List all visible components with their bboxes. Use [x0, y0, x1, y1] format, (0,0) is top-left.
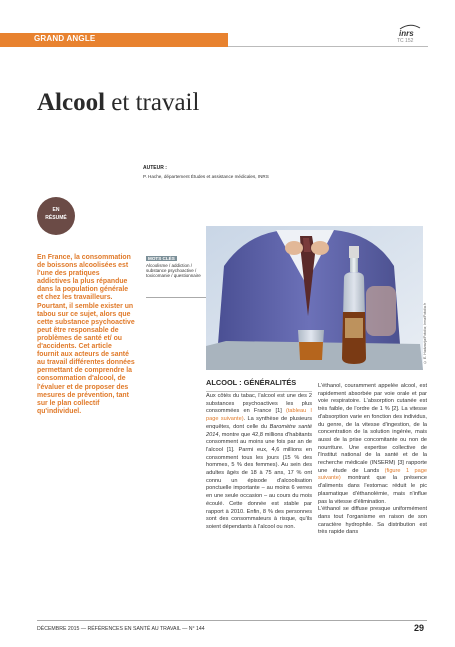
- badge-line1: EN: [52, 207, 60, 213]
- article-title: [37, 88, 199, 118]
- badge-line2: RÉSUMÉ: [45, 215, 67, 221]
- col1-text-b: . La synthèse de plusieurs enquêtes, dont celle du: [206, 416, 312, 430]
- figure-reference-link[interactable]: (figure 1 page suivante): [318, 467, 427, 482]
- table-reference-link[interactable]: (tableau I page suivante): [206, 408, 312, 423]
- author-label: AUTEUR :: [143, 165, 167, 171]
- header-rule: [228, 46, 428, 47]
- section-heading-rule: [206, 391, 312, 392]
- keywords-label: MOTS CLÉS: [148, 256, 175, 261]
- body-column-2: [318, 383, 427, 537]
- col2-paragraph-2: L'éthanol se diffuse presque uniformément dans tout l'organisme en raison de son caractère hydrophile. Sa distribution est très rapide dans: [318, 506, 427, 536]
- body-column-1: [206, 393, 312, 532]
- col2-text-b: montrant que la présence d'aliments dans l'estomac réduit le pic plasmatique d'éthanolémie, mais n'influe pas la vitesse d'élimination.: [318, 475, 427, 505]
- footer-text: DÉCEMBRE 2015 — RÉFÉRENCES EN SANTÉ AU TRAVAIL — N° 144: [37, 626, 205, 632]
- article-photo: [206, 226, 423, 370]
- col2-text-a: L'éthanol, couramment appelée alcool, est rapidement absorbée par voie orale et par voie respiratoire. L'absorption cutanée est très faible, de l'ordre de 1 % [2]. La vitesse d'absorption varie en fonction des individus, du genre, de la vitesse d'ingestion, de la concentration de la solution ingérée, mais aussi de la prise concomitante ou non de nourriture. Une expertise collective de l'Institut national de la santé et de la recherche médicale (INSERM) [3] rapporte une étude de Lands: [318, 383, 427, 474]
- title-bold: Alcool: [37, 89, 106, 116]
- page-number: 29: [414, 623, 425, 633]
- section-label: GRAND ANGLE: [34, 34, 96, 43]
- keywords-rule: [146, 297, 206, 298]
- footer-rule: [37, 620, 427, 621]
- photo-credit: © E. Hadzavija/Fotolia; Irma/Fotolia.fr: [423, 302, 427, 364]
- section-heading: ALCOOL : GÉNÉRALITÉS: [206, 378, 297, 387]
- col1-text-a: Aux côtés du tabac, l'alcool est une des 2 substances psychoactives les plus consommées en France [1]: [206, 393, 312, 415]
- col1-text-c: , montre que 42,8 millions d'habitants consomment au moins une fois par an de l'alcool [1]. Parmi eux, 4,6 millions en consomment tous les jours (15 % des hommes, 5 % des femmes). Au sein des adultes âgés de 18 à 75 ans, 17 % ont connu un épisode d'alcoolisation ponctuelle importante – au moins 6 verres en une seule occasion – au cours du mois écoulé. Cette donnée est stable par rapport à 2010. Enfin, 8 % des personnes sont des consommateurs à risque, qu'ils soient dépendants à l'alcool ou non.: [206, 431, 312, 530]
- article-code: TC 152: [397, 38, 414, 44]
- logo-text: inrs: [399, 29, 414, 38]
- title-light: et travail: [111, 89, 200, 116]
- author-text: P. Hache, département Études et assistance médicales, INRS: [143, 174, 269, 179]
- col1-italic: Baromètre santé 2014: [206, 423, 312, 438]
- inrs-logo: [397, 23, 423, 39]
- keywords-text: Alcoolisme / addiction / substance psychoactive / toxicomanie / questionnaire: [146, 263, 201, 279]
- resume-text: En France, la consommation de boissons alcoolisées est l'une des pratiques addictives la plus répandue dans la population générale et chez les travailleurs. Pourtant, il semble exister un tabou sur ce sujet, alors que cette substance psychoactive peut être responsable de problèmes de santé et/ ou d'accidents. Cet article fournit aux acteurs de santé au travail différentes données permettant de comprendre la consommation d'alcool, de l'évaluer et de proposer des mesures de prévention, tant sur le plan collectif qu'individuel.: [37, 254, 135, 415]
